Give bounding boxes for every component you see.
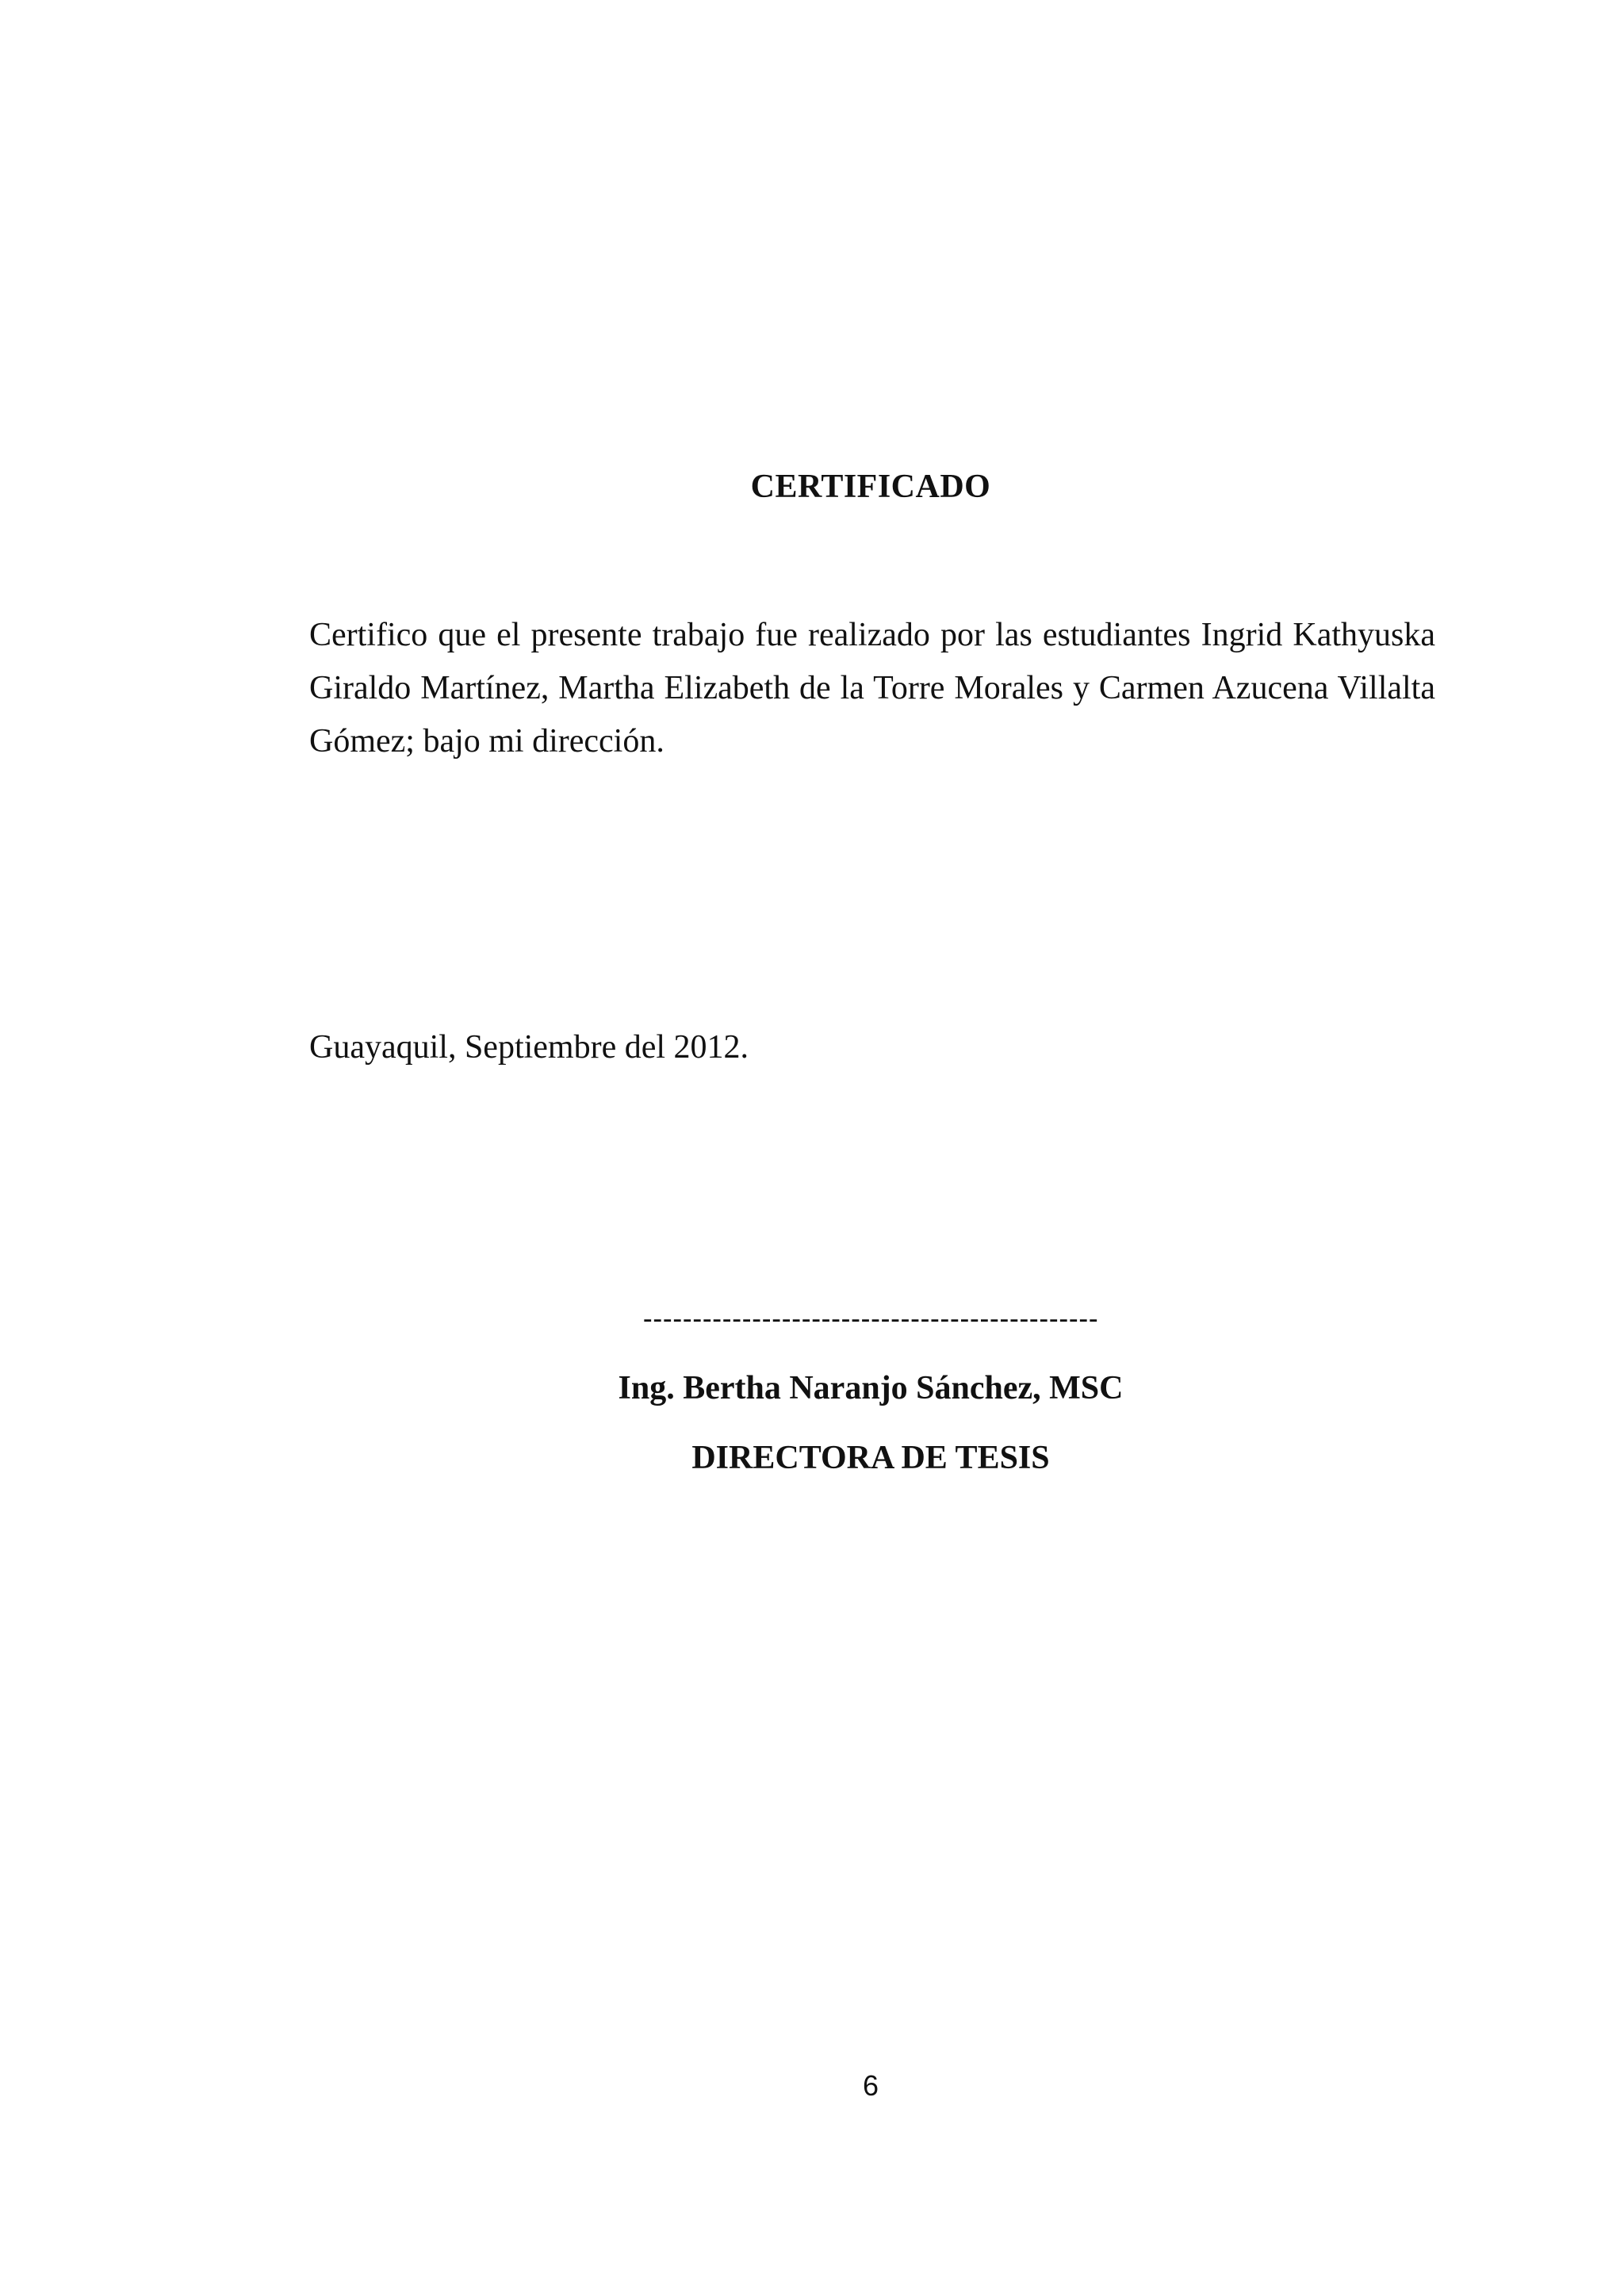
signer-name: Ing. Bertha Naranjo Sánchez, MSC [618,1370,1124,1406]
signature-line: ---------------------------------------------- [642,1302,1099,1334]
page-title: CERTIFICADO [750,469,991,505]
page-number: 6 [862,2069,879,2102]
signer-role: DIRECTORA DE TESIS [691,1440,1050,1476]
certification-paragraph: Certifico que el presente trabajo fue realizado por las estudiantes Ingrid Kathyuska Giraldo Martínez, Martha Elizabeth de la Torre Morales y Carmen Azucena Villalta Gómez; bajo mi dirección. [309,617,1435,760]
signature-block [0,1299,1624,1478]
place-date: Guayaquil, Septiembre del 2012. [309,1029,749,1066]
